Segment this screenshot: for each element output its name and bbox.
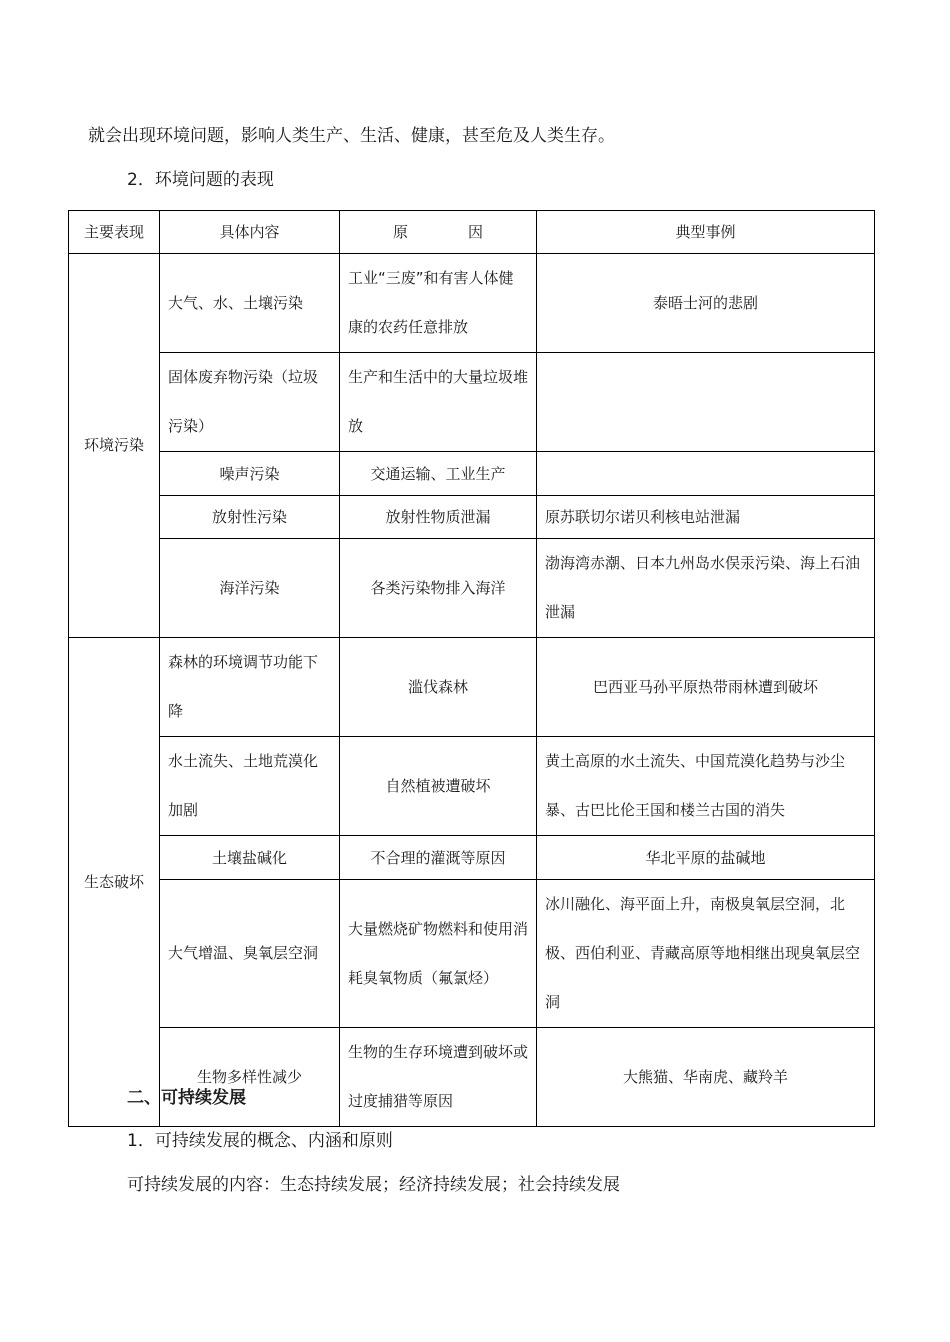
cell-example: 渤海湾赤潮、日本九州岛水俣汞污染、海上石油泄漏 — [537, 539, 875, 638]
table-row — [69, 452, 875, 496]
cell-cause: 生物的生存环境遭到破坏或过度捕猎等原因 — [340, 1028, 537, 1127]
cell-content: 土壤盐碱化 — [160, 836, 340, 880]
cell-example: 大熊猫、华南虎、藏羚羊 — [537, 1028, 875, 1127]
sustainable-content-paragraph: 可持续发展的内容：生态持续发展；经济持续发展；社会持续发展 — [127, 1175, 620, 1195]
table-row — [69, 836, 875, 880]
cell-example: 原苏联切尔诺贝利核电站泄漏 — [537, 496, 875, 539]
cell-example: 华北平原的盐碱地 — [537, 836, 875, 880]
table-row — [69, 1028, 875, 1127]
table-row — [69, 496, 875, 539]
cell-example — [537, 452, 875, 496]
cell-cause: 放射性物质泄漏 — [340, 496, 537, 539]
cell-content: 水土流失、土地荒漠化加剧 — [160, 737, 340, 836]
group-label-pollution: 环境污染 — [69, 254, 160, 638]
subsection-1-title: 1．可持续发展的概念、内涵和原则 — [127, 1131, 393, 1151]
table-row — [69, 254, 875, 353]
table-row — [69, 880, 875, 1028]
header-cause-char-2: 因 — [468, 223, 484, 241]
cell-cause: 交通运输、工业生产 — [340, 452, 537, 496]
table-row — [69, 539, 875, 638]
cell-cause: 各类污染物排入海洋 — [340, 539, 537, 638]
header-cause-char-1: 原 — [392, 223, 408, 241]
table-row — [69, 737, 875, 836]
table-header-row — [69, 211, 875, 254]
cell-example — [537, 353, 875, 452]
header-main: 主要表现 — [69, 211, 160, 254]
cell-cause: 自然植被遭破坏 — [340, 737, 537, 836]
cell-example: 巴西亚马孙平原热带雨林遭到破坏 — [537, 638, 875, 737]
cell-cause: 工业“三废”和有害人体健康的农药任意排放 — [340, 254, 537, 353]
cell-content: 海洋污染 — [160, 539, 340, 638]
cell-example: 冰川融化、海平面上升，南极臭氧层空洞，北极、西伯利亚、青藏高原等地相继出现臭氧层空洞 — [537, 880, 875, 1028]
section-two-heading: 二、可持续发展 — [127, 1088, 246, 1108]
header-example: 典型事例 — [537, 211, 875, 254]
cell-content: 放射性污染 — [160, 496, 340, 539]
cell-content: 生物多样性减少 — [160, 1028, 340, 1127]
cell-cause: 生产和生活中的大量垃圾堆放 — [340, 353, 537, 452]
table-row — [69, 638, 875, 737]
environment-problems-table — [68, 210, 875, 1127]
intro-paragraph: 就会出现环境问题，影响人类生产、生活、健康，甚至危及人类生存。 — [88, 126, 615, 146]
cell-content: 大气增温、臭氧层空洞 — [160, 880, 340, 1028]
cell-cause: 大量燃烧矿物燃料和使用消耗臭氧物质（氟氯烃） — [340, 880, 537, 1028]
section-2-title: 2．环境问题的表现 — [127, 170, 274, 190]
header-cause — [340, 211, 537, 254]
cell-content: 森林的环境调节功能下降 — [160, 638, 340, 737]
table-row — [69, 353, 875, 452]
cell-example: 黄土高原的水土流失、中国荒漠化趋势与沙尘暴、古巴比伦王国和楼兰古国的消失 — [537, 737, 875, 836]
cell-content: 固体废弃物污染（垃圾污染） — [160, 353, 340, 452]
cell-cause: 滥伐森林 — [340, 638, 537, 737]
cell-example: 泰晤士河的悲剧 — [537, 254, 875, 353]
header-content: 具体内容 — [160, 211, 340, 254]
cell-cause: 不合理的灌溉等原因 — [340, 836, 537, 880]
cell-content: 噪声污染 — [160, 452, 340, 496]
group-label-ecology: 生态破坏 — [69, 638, 160, 1127]
cell-content: 大气、水、土壤污染 — [160, 254, 340, 353]
